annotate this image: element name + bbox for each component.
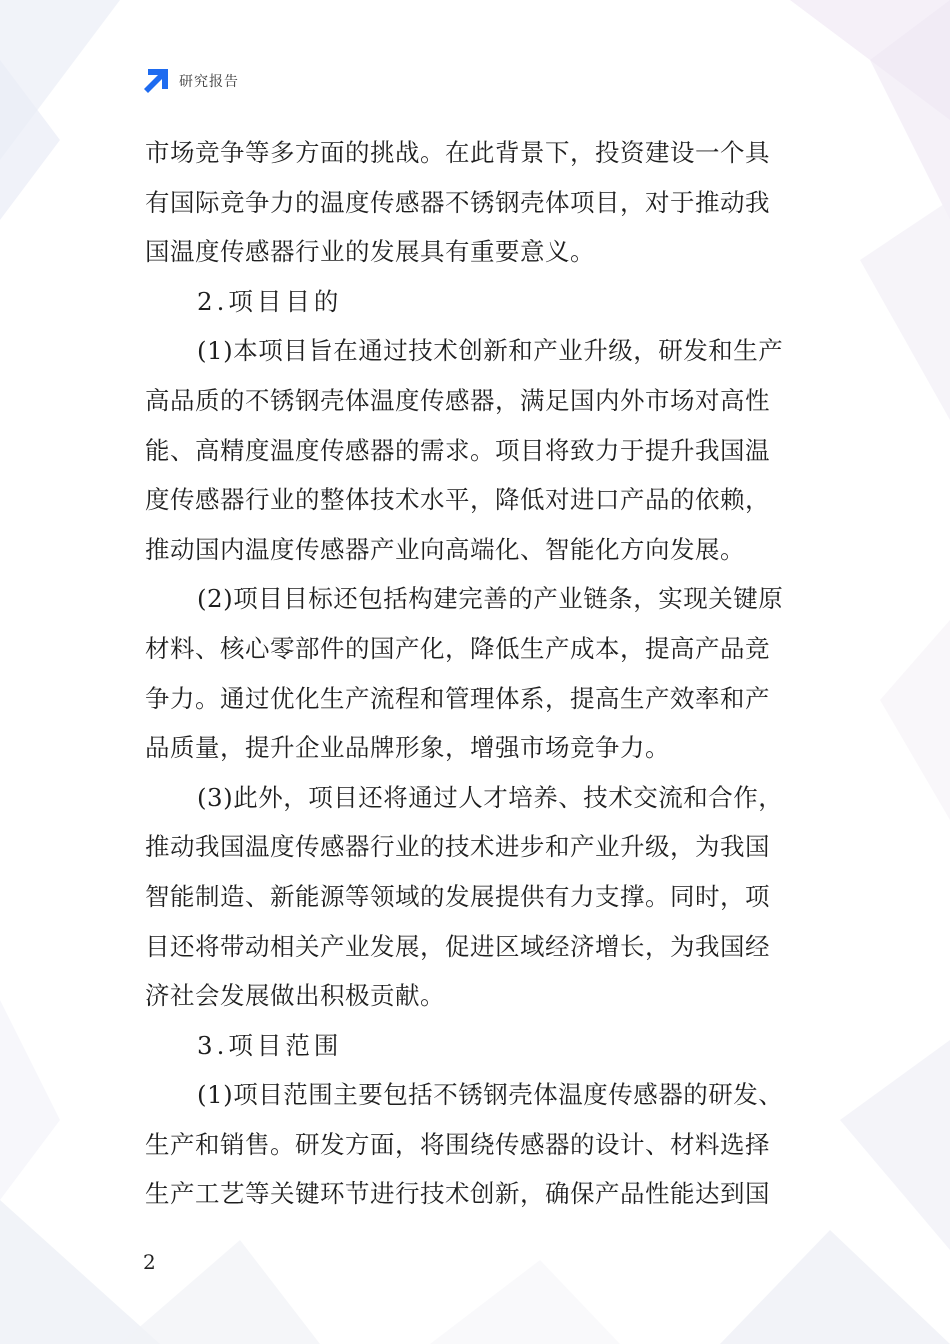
arrow-up-right-icon bbox=[143, 68, 169, 94]
body-line: 目还将带动相关产业发展，促进区域经济增长，为我国经 bbox=[145, 931, 770, 961]
body-line: (1)项目范围主要包括不锈钢壳体温度传感器的研发、 bbox=[197, 1080, 784, 1110]
page-number: 2 bbox=[143, 1250, 156, 1274]
report-header bbox=[143, 68, 239, 94]
body-line: 材料、核心零部件的国产化，降低生产成本，提高产品竞 bbox=[145, 633, 770, 663]
section-heading-scope: 3.项目范围 bbox=[197, 1030, 343, 1060]
header-title: 研究报告 bbox=[179, 74, 239, 90]
document-body bbox=[145, 128, 810, 1219]
body-line: 推动我国温度传感器行业的技术进步和产业升级，为我国 bbox=[145, 832, 770, 862]
body-line: 度传感器行业的整体技术水平，降低对进口产品的依赖， bbox=[145, 485, 770, 515]
body-line: 国温度传感器行业的发展具有重要意义。 bbox=[145, 237, 595, 267]
body-line: 推动国内温度传感器产业向高端化、智能化方向发展。 bbox=[145, 534, 745, 564]
body-line: (1)本项目旨在通过技术创新和产业升级，研发和生产 bbox=[197, 336, 784, 366]
body-line: (2)项目目标还包括构建完善的产业链条，实现关键原 bbox=[197, 584, 784, 614]
body-line: 能、高精度温度传感器的需求。项目将致力于提升我国温 bbox=[145, 435, 770, 465]
body-line: 高品质的不锈钢壳体温度传感器，满足国内外市场对高性 bbox=[145, 385, 770, 415]
section-heading-purpose: 2.项目目的 bbox=[197, 286, 343, 316]
body-line: 争力。通过优化生产流程和管理体系，提高生产效率和产 bbox=[145, 683, 770, 713]
body-line: 有国际竞争力的温度传感器不锈钢壳体项目，对于推动我 bbox=[145, 187, 770, 217]
body-line: (3)此外，项目还将通过人才培养、技术交流和合作， bbox=[197, 782, 784, 812]
body-line: 市场竞争等多方面的挑战。在此背景下，投资建设一个具 bbox=[145, 138, 770, 167]
body-line: 智能制造、新能源等领域的发展提供有力支撑。同时，项 bbox=[145, 881, 770, 911]
body-line: 品质量，提升企业品牌形象，增强市场竞争力。 bbox=[145, 733, 670, 763]
body-line: 济社会发展做出积极贡献。 bbox=[145, 981, 445, 1011]
body-line: 生产工艺等关键环节进行技术创新，确保产品性能达到国 bbox=[145, 1179, 770, 1209]
body-line: 生产和销售。研发方面，将围绕传感器的设计、材料选择 bbox=[145, 1129, 770, 1159]
